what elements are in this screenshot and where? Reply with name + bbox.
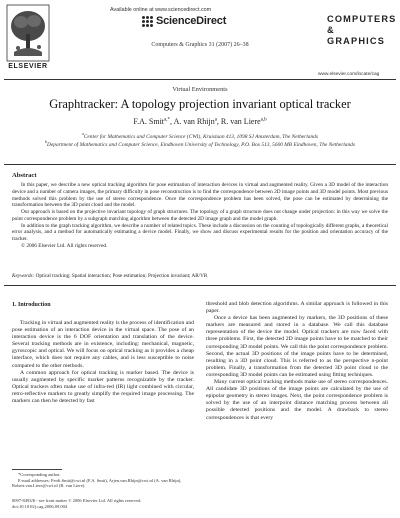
article-title: Graphtracker: A topology projection invariant optical tracker — [49, 97, 351, 111]
abstract-top-rule — [4, 164, 396, 165]
author-name[interactable]: A. van Rhijn — [173, 117, 215, 126]
author-marks: a,* — [164, 117, 171, 123]
journal-name-line-2: & GRAPHICS — [327, 25, 386, 46]
footnote — [12, 472, 194, 489]
body-column-left — [12, 320, 194, 405]
section-label: Virtual Environments — [172, 86, 228, 93]
doi-link[interactable]: doi:10.1016/j.cag.2006.09.004 — [12, 503, 68, 509]
body-paragraph: threshold and blob detection algorithms. A similar approach is followed in this paper. — [206, 301, 388, 315]
section-heading: 1. Introduction — [12, 302, 51, 308]
author-name[interactable]: R. van Liere — [220, 117, 261, 126]
abstract-body — [12, 182, 388, 250]
abstract-paragraph: In addition to the graph tracking algorithm, we describe a number of related topics. These include a discussion on the counting of topologically different graphs, a theoretical error analysis, and a method for automatically estimating a device model. Finally, we show and discuss experimental results for the position and orientation accuracy of the tracker. — [12, 222, 388, 242]
author-list: F.A. Smit$^{a,*}$, A. van Rhijn$^a$, R. van Liere$^{a,b}$ — [133, 117, 267, 126]
footnote-line: *Corresponding author. — [18, 472, 61, 477]
journal-name-logo — [327, 14, 395, 47]
affiliation-text: Department of Mathematics and Computer Science, Eindhoven University of Technology, P.O. Box 513, 5600 MB Eindhoven, The Netherlands — [47, 141, 355, 148]
sciencedirect-dots-icon — [142, 16, 153, 27]
abstract-paragraph: Our approach is based on the projective invariant topology of graph structures. The topology of a graph structure does not change under projection: in this way we solve the point correspondence problem by a subgraph matching algorithm between the detected 2D image graph and the model graph. — [12, 209, 388, 222]
author-marks: a — [214, 117, 217, 123]
affiliation-mark: b — [45, 139, 48, 144]
front-matter-line: 0097-8493/$ - see front matter © 2006 Elsevier Ltd. All rights reserved. — [12, 498, 142, 503]
database-name: ScienceDirect — [156, 15, 227, 27]
affiliation-text: Center for Mathematics and Computer Science (CWI), Kruislaan 413, 1098 SJ Amsterdam, The Netherlands — [83, 133, 318, 140]
body-paragraph: Tracking in virtual and augmented reality is the process of identification and pose estimation of an interaction device in the virtual space. The pose of an interaction device is the 6 DOF orientation and translation of the device. Several tracking methods are in existence, including: mechanical, magnetic, gyroscopic and optical. We will focus on optical tracking as it provides a cheap interface, which does not require any cables, and is less susceptible to noise compared to the other methods. — [12, 320, 195, 369]
affiliation-mark: a — [82, 131, 84, 136]
header-rule — [4, 79, 396, 80]
abstract-bottom-rule — [4, 285, 396, 286]
footnote-rule — [12, 469, 62, 470]
body-column-right — [206, 301, 388, 422]
author-name[interactable]: F.A. Smit — [133, 117, 165, 126]
doi-block — [12, 498, 142, 509]
keywords-list: Optical tracking; Spatial interaction; Pose estimation; Projection invariant; AR/VR — [35, 273, 208, 279]
keywords-label: Keywords: — [12, 273, 35, 279]
copyright-line: © 2006 Elsevier Ltd. All rights reserved. — [21, 242, 108, 249]
publisher-logo-text: ELSEVIER — [8, 63, 48, 70]
footnote-line[interactable]: E-mail addresses: Ferdi.Smit@cwi.nl (F.A. Smit), Arjen.van.Rhijn@cwi.nl (A. van Rhijn), Robert.van.Liere@cwi.nl (R. van Liere). — [12, 477, 182, 489]
journal-reference: Computers & Graphics 31 (2007) 26–38 — [151, 42, 249, 48]
affiliation — [0, 139, 400, 148]
journal-name-line-1: COMPUTERS — [327, 14, 397, 24]
online-availability-line[interactable]: Available online at www.sciencedirect.com — [110, 7, 212, 13]
body-paragraph: A common approach for optical tracking is marker based. The device is usually augmented by specific marker patterns recognizable by the tracker. Optical trackers often make use of infra-red (IR) light combined with circular, retro-reflective markers to greatly simplify the required image processing. The markers can then be detected by fast — [12, 369, 194, 405]
abstract-heading: Abstract — [12, 172, 37, 179]
body-paragraph: Many current optical tracking methods make use of stereo correspondences. All candidate 3D positions of the image points are calculated by the use of epipolar geometry in stereo images. Next, the point correspondence problem is solved by the use of an interpoint distance matching process between all possible detected positions and the model. A drawback to stereo correspondences is that every — [206, 379, 388, 421]
sciencedirect-logo[interactable] — [142, 15, 226, 27]
author-marks: a,b — [260, 117, 267, 123]
abstract-paragraph: In this paper, we describe a new optical tracking algorithm for pose estimation of interaction devices in virtual and augmented reality. Given a 3D model of the interaction device and a number of camera images, the primary difficulty in pose reconstruction is to find the correspondence between 2D image points and 3D model points. Most previous methods solved this problem by the use of stereo correspondence. Once the correspondence problem has been solved, the pose can be estimated by determining the transformation between the 3D point cloud and the model. — [12, 182, 388, 209]
keywords-line — [12, 273, 388, 279]
elsevier-tree-logo — [6, 4, 50, 62]
body-paragraph: Once a device has been augmented by markers, the 3D positions of these markers are measured and stored in a database. We call this database representation of the device the model. Optical trackers are now faced with three problems. First, the detected 2D image points have to be matched to their corresponding 3D model points. We call this the point correspondence problem. Second, the actual 3D positions of the image points have to be determined, resulting in a 3D point cloud. This is referred to as the perspective n-point problem. Finally, a transformation from the detected 3D point cloud to the corresponding 3D model points can be estimated using fitting techniques. — [206, 315, 388, 378]
journal-url-link[interactable]: www.elsevier.com/locate/cag — [318, 72, 380, 77]
